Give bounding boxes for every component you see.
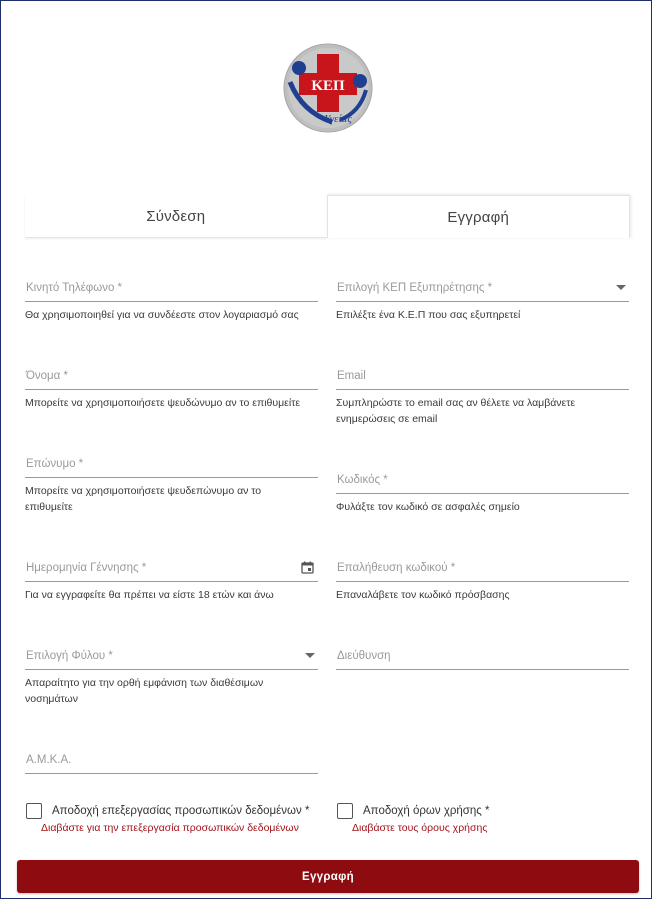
auth-tabs <box>25 195 630 238</box>
password-field <box>336 466 629 515</box>
gender-help: Απαραίτητο για την ορθή εμφάνιση των διαθέσιμων νοσημάτων <box>25 677 264 705</box>
birthdate-placeholder: Ημερομηνία Γέννησης * <box>26 561 147 574</box>
terms-consent-label: Αποδοχή όρων χρήσης * <box>363 805 490 817</box>
password-confirm-help: Επαναλάβετε τον κωδικό πρόσβασης <box>336 589 510 601</box>
email-field <box>336 362 629 427</box>
gender-placeholder: Επιλογή Φύλου * <box>26 649 113 662</box>
mobile-field <box>25 274 318 323</box>
kep-placeholder: Επιλογή ΚΕΠ Εξυπηρέτησης * <box>337 281 493 294</box>
logo-text: ΚΕΠ <box>311 78 345 94</box>
tab-register[interactable]: Εγγραφή <box>327 195 631 238</box>
gender-select[interactable] <box>25 642 318 670</box>
calendar-icon[interactable] <box>301 561 314 574</box>
password-input[interactable] <box>336 466 629 494</box>
first-name-input[interactable] <box>25 362 318 390</box>
chevron-down-icon <box>616 285 626 290</box>
address-input[interactable] <box>336 642 629 670</box>
mobile-input[interactable] <box>25 274 318 302</box>
password-confirm-field <box>336 554 629 603</box>
kep-select[interactable] <box>336 274 629 302</box>
first-name-help: Μπορείτε να χρησιμοποιήσετε ψευδώνυμο αν το επιθυμείτε <box>25 397 301 409</box>
terms-consent-link[interactable]: Διαβάστε τους όρους χρήσης <box>352 822 488 834</box>
password-confirm-placeholder: Επαλήθευση κωδικού * <box>337 561 456 574</box>
last-name-help: Μπορείτε να χρησιμοποιήσετε ψευδεπώνυμο αν το επιθυμείτε <box>25 485 262 513</box>
kep-field <box>336 274 629 323</box>
address-placeholder: Διεύθυνση <box>337 649 391 662</box>
email-placeholder: Email <box>337 369 366 382</box>
mobile-help: Θα χρησιμοποιηθεί για να συνδέεστε στον λογαριασμό σας <box>25 309 299 321</box>
data-consent <box>26 803 309 836</box>
birthdate-field <box>25 554 318 603</box>
data-consent-link[interactable]: Διαβάστε για την επεξεργασία προσωπικών δεδομένων <box>41 822 299 834</box>
address-field <box>336 642 629 670</box>
terms-consent-checkbox[interactable] <box>337 803 353 819</box>
password-placeholder: Κωδικός * <box>337 473 388 486</box>
data-consent-label: Αποδοχή επεξεργασίας προσωπικών δεδομένων * <box>52 805 310 817</box>
email-help: Συμπληρώστε το email σας αν θέλετε να λαμβάνετε ενημερώσεις σε email <box>336 397 576 425</box>
email-input[interactable] <box>336 362 629 390</box>
logo-subtitle: Υγείας <box>324 113 352 125</box>
birthdate-input[interactable] <box>25 554 318 582</box>
last-name-placeholder: Επώνυμο * <box>26 457 84 470</box>
amka-placeholder: Α.Μ.Κ.Α. <box>26 753 72 766</box>
chevron-down-icon <box>305 653 315 658</box>
register-button[interactable]: Εγγραφή <box>17 860 639 893</box>
first-name-placeholder: Όνομα * <box>26 369 68 382</box>
kep-help: Επιλέξτε ένα Κ.Ε.Π που σας εξυπηρετεί <box>336 309 521 321</box>
terms-consent <box>337 803 490 836</box>
password-confirm-input[interactable] <box>336 554 629 582</box>
kep-logo <box>282 42 374 134</box>
gender-field <box>25 642 318 707</box>
mobile-placeholder: Κινητό Τηλέφωνο * <box>26 281 123 294</box>
last-name-field <box>25 450 318 515</box>
data-consent-checkbox[interactable] <box>26 803 42 819</box>
amka-input[interactable] <box>25 746 318 774</box>
amka-field <box>25 746 318 774</box>
tab-login[interactable]: Σύνδεση <box>25 195 327 238</box>
birthdate-help: Για να εγγραφείτε θα πρέπει να είστε 18 ετών και άνω <box>25 589 274 601</box>
password-help: Φυλάξτε τον κωδικό σε ασφαλές σημείο <box>336 501 520 513</box>
first-name-field <box>25 362 318 411</box>
last-name-input[interactable] <box>25 450 318 478</box>
